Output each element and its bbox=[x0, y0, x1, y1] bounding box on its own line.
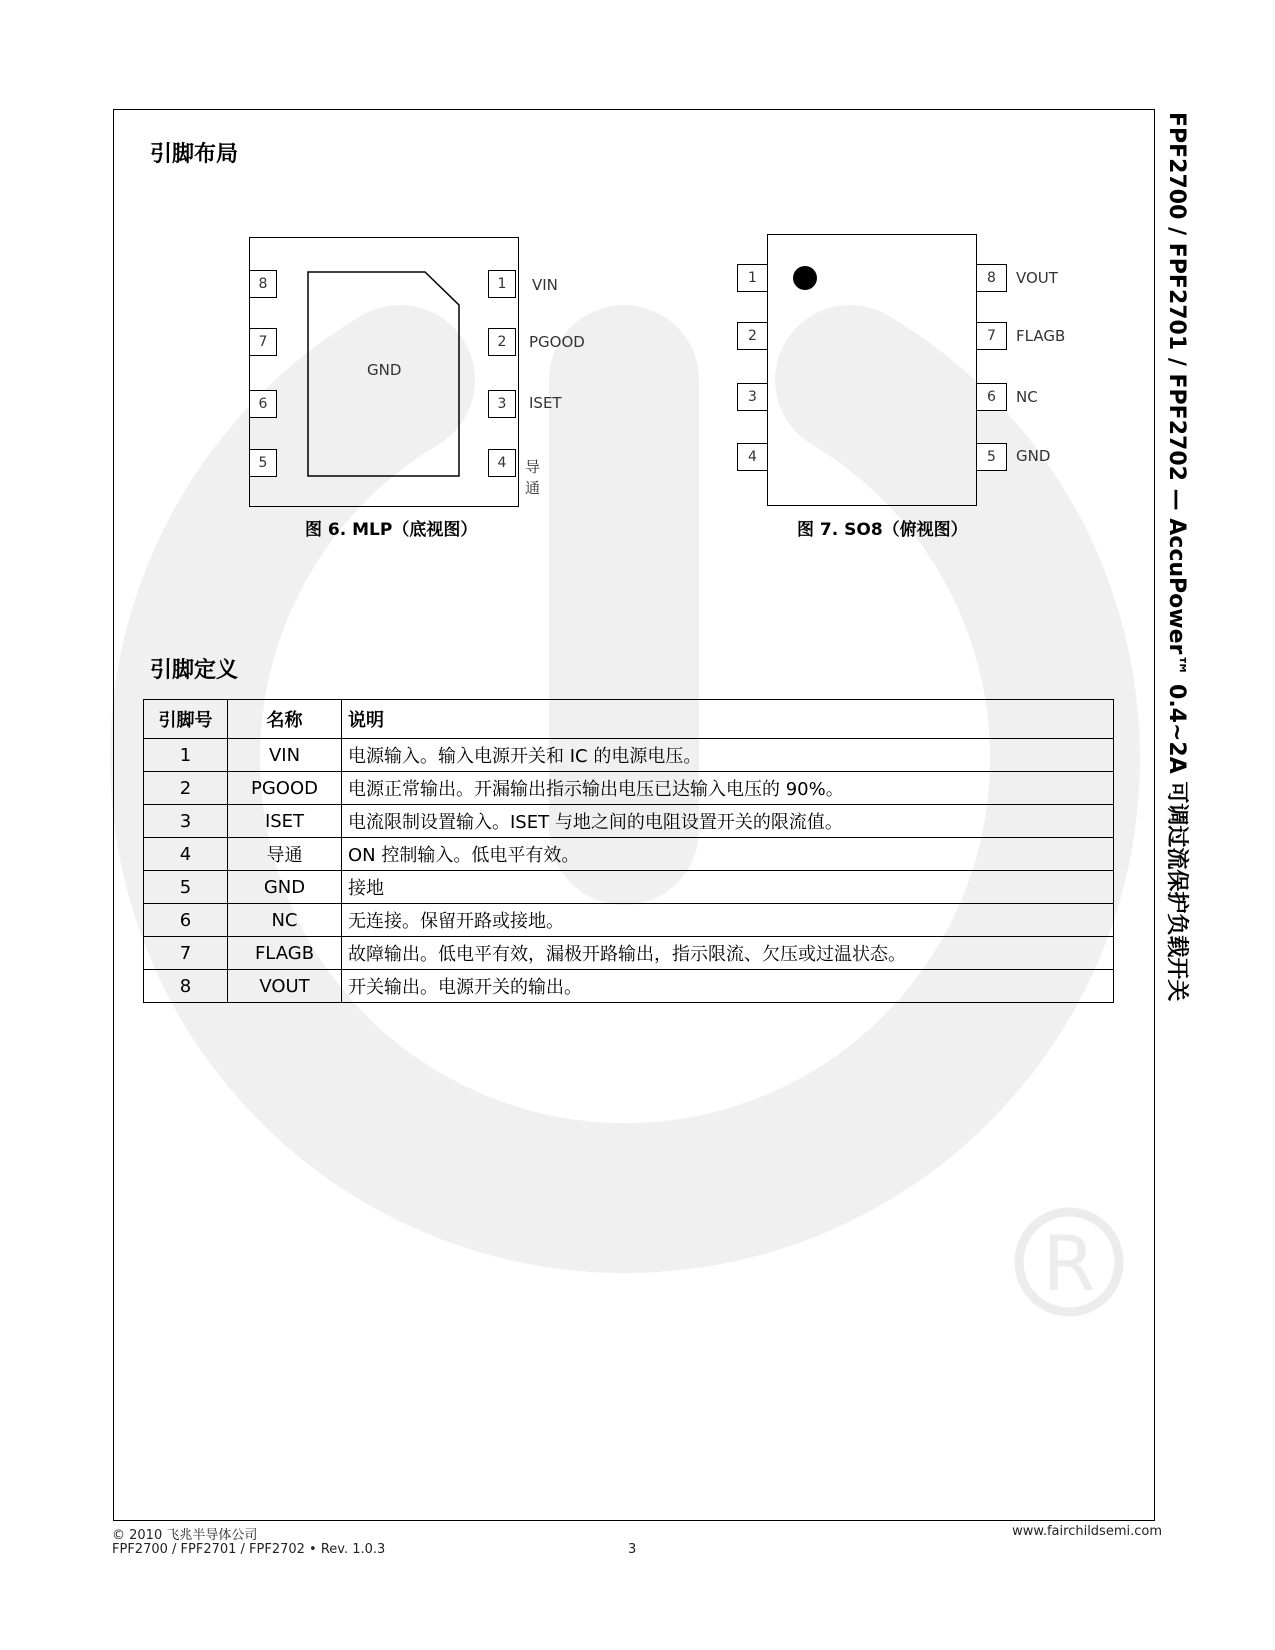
mlp-caption: 图 6. MLP（底视图） bbox=[305, 520, 478, 540]
mlp-pin-number: 1 bbox=[488, 270, 516, 298]
pin-name-cell: PGOOD bbox=[228, 772, 342, 805]
mlp-pin-number: 2 bbox=[488, 328, 516, 356]
so8-pin-number: 7 bbox=[976, 322, 1007, 350]
footer-page-number: 3 bbox=[628, 1542, 637, 1557]
so8-pin-number: 3 bbox=[737, 383, 768, 411]
pin-description-cell: 电流限制设置输入。ISET 与地之间的电阻设置开关的限流值。 bbox=[342, 805, 1114, 838]
pinout-title: 引脚布局 bbox=[150, 142, 239, 167]
mlp-center-label: GND bbox=[367, 361, 402, 379]
so8-pin-number: 4 bbox=[737, 443, 768, 471]
pin-name-cell: VIN bbox=[228, 739, 342, 772]
pin-description-cell: 故障输出。低电平有效，漏极开路输出，指示限流、欠压或过温状态。 bbox=[342, 937, 1114, 970]
so8-pin-number: 5 bbox=[976, 443, 1007, 471]
table-row bbox=[144, 739, 1114, 772]
table-header: 引脚号 bbox=[144, 700, 228, 739]
table-row bbox=[144, 805, 1114, 838]
mlp-pin-label: VIN bbox=[532, 276, 558, 294]
pin-number-cell: 3 bbox=[144, 805, 228, 838]
so8-pin-number: 6 bbox=[976, 383, 1007, 411]
pin-name-cell: NC bbox=[228, 904, 342, 937]
pin-number-cell: 7 bbox=[144, 937, 228, 970]
table-row bbox=[144, 772, 1114, 805]
footer-copyright: © 2010 飞兆半导体公司 bbox=[112, 1528, 258, 1543]
mlp-pin-number: 8 bbox=[249, 270, 277, 298]
so8-pin-label: VOUT bbox=[1016, 269, 1058, 287]
pin-description-cell: 无连接。保留开路或接地。 bbox=[342, 904, 1114, 937]
table-header: 说明 bbox=[342, 700, 1114, 739]
pin-number-cell: 2 bbox=[144, 772, 228, 805]
table-header-row bbox=[144, 700, 1114, 739]
mlp-pin-number: 3 bbox=[488, 390, 516, 418]
pin-name-cell: ISET bbox=[228, 805, 342, 838]
table-row bbox=[144, 937, 1114, 970]
pin-number-cell: 6 bbox=[144, 904, 228, 937]
pin-number-cell: 5 bbox=[144, 871, 228, 904]
mlp-pin-label: ISET bbox=[529, 394, 562, 412]
pin-description-cell: ON 控制输入。低电平有效。 bbox=[342, 838, 1114, 871]
pin-name-cell: GND bbox=[228, 871, 342, 904]
mlp-pin-number: 7 bbox=[249, 328, 277, 356]
registered-mark-letter: R bbox=[1042, 1219, 1096, 1308]
so8-pin-number: 2 bbox=[737, 322, 768, 350]
mlp-pin-number: 4 bbox=[488, 449, 516, 477]
pin-number-cell: 4 bbox=[144, 838, 228, 871]
footer-doc-id: FPF2700 / FPF2701 / FPF2702 • Rev. 1.0.3 bbox=[112, 1542, 386, 1557]
footer-url[interactable]: www.fairchildsemi.com bbox=[1012, 1524, 1162, 1539]
so8-pin-number: 8 bbox=[976, 264, 1007, 292]
so8-pin-label: NC bbox=[1016, 388, 1038, 406]
pindef-title: 引脚定义 bbox=[150, 658, 239, 683]
mlp-pin-label: PGOOD bbox=[529, 333, 585, 351]
table-row bbox=[144, 970, 1114, 1003]
so8-pin-label: GND bbox=[1016, 447, 1051, 465]
table-header: 名称 bbox=[228, 700, 342, 739]
pin-name-cell: FLAGB bbox=[228, 937, 342, 970]
mlp-pin-number: 5 bbox=[249, 449, 277, 477]
pin-definition-table bbox=[143, 699, 1114, 1003]
table-row bbox=[144, 871, 1114, 904]
so8-pin-number: 1 bbox=[737, 264, 768, 292]
side-title: FPF2700 / FPF2701 / FPF2702 — AccuPower™ 0.4~2A 可调过流保护负载开关 bbox=[1164, 112, 1189, 1002]
pin-description-cell: 电源输入。输入电源开关和 IC 的电源电压。 bbox=[342, 739, 1114, 772]
mlp-pin-label: 导通 bbox=[525, 458, 541, 497]
pin-number-cell: 8 bbox=[144, 970, 228, 1003]
pin-name-cell: 导通 bbox=[228, 838, 342, 871]
pin-number-cell: 1 bbox=[144, 739, 228, 772]
pin-name-cell: VOUT bbox=[228, 970, 342, 1003]
pin-description-cell: 开关输出。电源开关的输出。 bbox=[342, 970, 1114, 1003]
table-row bbox=[144, 904, 1114, 937]
pin-description-cell: 接地 bbox=[342, 871, 1114, 904]
pin1-marker-dot bbox=[793, 266, 817, 290]
so8-pin-label: FLAGB bbox=[1016, 327, 1066, 345]
table-row bbox=[144, 838, 1114, 871]
mlp-pin-number: 6 bbox=[249, 390, 277, 418]
pin-description-cell: 电源正常输出。开漏输出指示输出电压已达输入电压的 90%。 bbox=[342, 772, 1114, 805]
so8-caption: 图 7. SO8（俯视图） bbox=[797, 520, 968, 540]
